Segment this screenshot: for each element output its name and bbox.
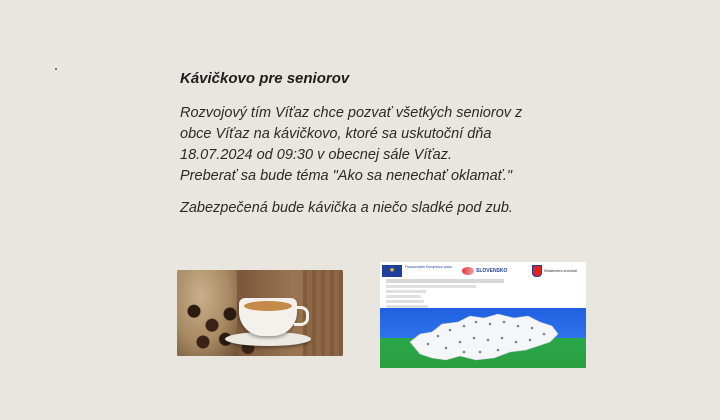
body-line: 18.07.2024 od 09:30 v obecnej sále Víťaz. bbox=[180, 147, 452, 163]
body-line: Preberať sa bude téma "Ako sa nenechať oklamať." bbox=[180, 168, 512, 184]
body-line: Rozvojový tím Víťaz chce pozvať všetkých seniorov z bbox=[180, 105, 523, 121]
ministry-label: Ministerstvo investícií bbox=[544, 268, 578, 273]
slovensko-logo bbox=[462, 265, 522, 277]
slovakia-map-banner bbox=[380, 308, 586, 368]
swirl-icon bbox=[462, 267, 474, 275]
poster-small-text bbox=[386, 279, 506, 308]
wood-surface bbox=[303, 270, 343, 356]
shield-icon bbox=[532, 265, 542, 277]
announcement bbox=[180, 70, 600, 219]
slovensko-label: SLOVENSKO bbox=[476, 268, 508, 274]
announcement-title: Kávičkovo pre seniorov bbox=[180, 70, 350, 87]
eu-label: Financované Európskou úniou bbox=[405, 265, 453, 269]
project-poster[interactable] bbox=[380, 262, 586, 368]
ministry-logo bbox=[532, 265, 582, 277]
slovakia-map-icon bbox=[380, 308, 586, 368]
coffee-photo[interactable] bbox=[177, 270, 343, 356]
body-line: obce Víťaz na kávičkovo, ktoré sa uskutoční dňa bbox=[180, 126, 492, 142]
announcement-closing: Zabezpečená bude kávička a niečo sladké pod zub. bbox=[180, 200, 513, 216]
eu-flag-icon: ★ bbox=[382, 265, 402, 277]
announcement-body bbox=[180, 103, 600, 187]
coffee-cup-icon bbox=[239, 298, 297, 336]
stray-dot bbox=[55, 68, 57, 70]
poster-logos bbox=[382, 264, 584, 278]
